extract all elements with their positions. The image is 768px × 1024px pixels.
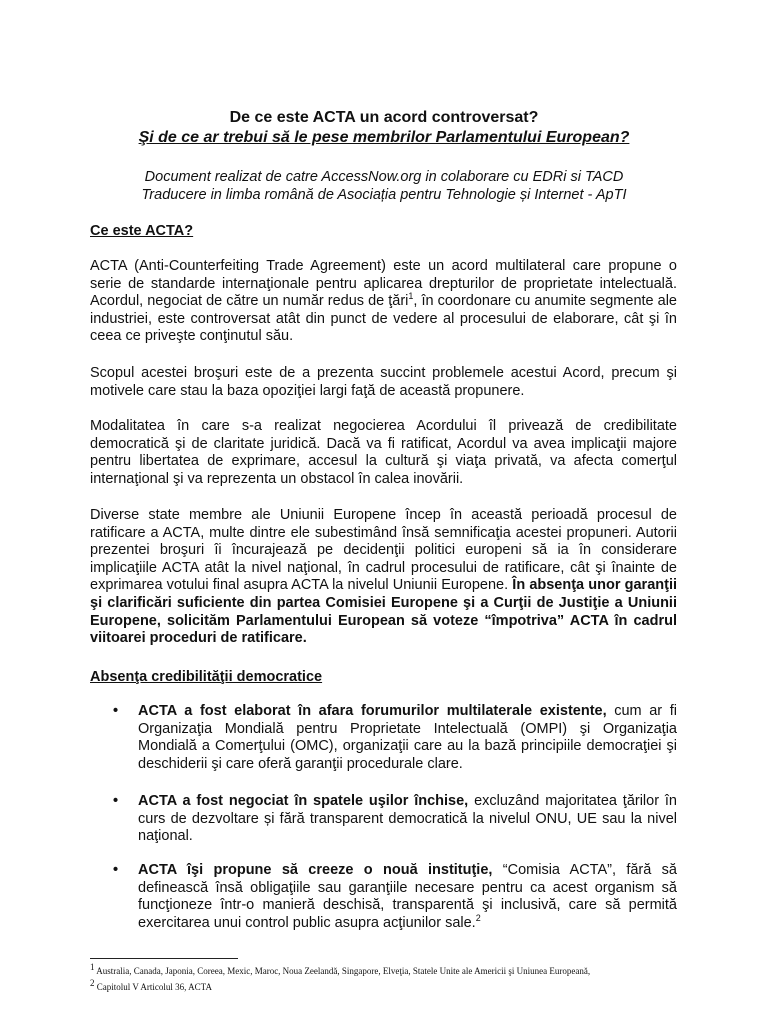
footnote-text: Australia, Canada, Japonia, Coreea, Mexic, Maroc, Noua Zeelandă, Singapore, Elveţia, Statele Unite ale Americii şi Uniunea Europeană, <box>94 966 591 976</box>
paragraph-intro-text-cont: , în coordonare cu anumite segmente ale industriei, este controversat atât din punct de vedere al procesului de elaborare, cât şi în ceea ce priveşte conţinutul său. <box>90 293 677 345</box>
bullet-item <box>113 793 677 846</box>
paragraph-purpose: Scopul acestei broşuri este de a prezenta succint problemele acestui Acord, precum şi motivele care stau la baza opoziţiei largi faţă de această propunere. <box>90 365 677 399</box>
footnote-number: 1 <box>90 962 95 972</box>
paragraph-intro-text: ACTA (Anti-Counterfeiting Trade Agreement) este un acord multilateral care propune o serie de standarde internaţionale pentru aplicarea drepturilor de proprietate intelectuală. Acordul, negociat de către un număr redus de ţări <box>90 258 677 310</box>
footnote-1 <box>90 962 591 977</box>
section-heading-what-is-acta: Ce este ACTA? <box>90 223 194 239</box>
footnote-divider <box>90 958 238 959</box>
bullet-bold-text: ACTA îşi propune să creeze o nouă instituţie, <box>138 862 493 878</box>
paragraph-negotiation: Modalitatea în care s-a realizat negocierea Acordului îl privează de credibilitate democratică şi de claritate juridică. Dacă va fi ratificat, Acordul va avea implicaţii majore pentru libertatea de exprimare, accesul la cultură şi viaţa privată, va afecta comerţul internaţional şi va reprezenta un obstacol în calea inovării. <box>90 418 677 487</box>
credit-line: Document realizat de catre AccessNow.org in colaborare cu EDRi si TACD <box>144 169 624 185</box>
document-subtitle-question: Şi de ce ar trebui să le pese membrilor Parlamentului European? <box>138 129 630 146</box>
footnote-2 <box>90 978 212 993</box>
bullet-text: cum ar fi Organizaţia Mondială pentru Proprietate Intelectuală (OMPI) şi Organizaţia Mondială a Comerţului (OMC), organizaţii care au la bază principiile democraţiei şi deschiderii şi care oferă garanţii procedurale clare. <box>138 703 678 772</box>
bullet-icon: • <box>113 703 119 719</box>
paragraph-ratification-appeal: În absenţa unor garanţii şi clarificări suficiente din partea Comisiei Europene şi a Curţii de Justiţie a Uniunii Europene, solicităm Parlamentului European să voteze “împotriva” ACTA în cadrul viitoarei proceduri de ratificare. <box>90 577 677 647</box>
bullet-icon: • <box>113 793 119 809</box>
paragraph-intro <box>90 258 677 346</box>
document-title: De ce este ACTA un acord controversat? <box>229 109 539 126</box>
bullet-text: excluzând majoritatea ţărilor în curs de dezvoltare și fără transparent democratică la nivelul ONU, UE sau la nivel naţional. <box>138 793 677 845</box>
footnote-number: 2 <box>90 978 95 988</box>
footnote-text: Capitolul V Articolul 36, ACTA <box>94 982 212 992</box>
paragraph-ratification-text: Diverse state membre ale Uniunii Europene încep în această perioadă procesul de ratificare a ACTA, multe dintre ele subestimând însă semnificaţia acestei propuneri. Autorii prezentei broşuri îi încurajează pe decidenţii politici europeni să ia în considerare implicaţiile ACTA atât la nivel naţional, în cadrul procesului de ratificare, cât şi înainte de exprimarea votului final asupra ACTA la nivelul Uniunii Europene. <box>90 507 677 594</box>
bullet-item <box>113 862 677 932</box>
bullet-icon: • <box>113 862 119 878</box>
paragraph-ratification <box>90 507 677 648</box>
translation-credit-line: Traducere in limba română de Asociația pentru Tehnologie și Internet - ApTI <box>141 187 627 203</box>
bullet-text: “Comisia ACTA”, fără să definească însă obligaţiile sau garanţiile necesare pentru ca acest organism să funcţioneze într-o manieră deschisă, transparentă şi inclusivă, care să permită exercitarea unui control public asupra acţiunilor sale. <box>138 862 677 931</box>
bullet-bold-text: ACTA a fost elaborat în afara forumurilor multilaterale existente, <box>138 703 607 719</box>
section-heading-democratic-credibility: Absenţa credibilităţii democratice <box>90 669 323 685</box>
footnote-ref-2: 2 <box>475 912 481 923</box>
bullet-item <box>113 703 678 773</box>
footnote-ref-1: 1 <box>408 291 414 302</box>
bullet-bold-text: ACTA a fost negociat în spatele uşilor închise, <box>138 793 469 809</box>
